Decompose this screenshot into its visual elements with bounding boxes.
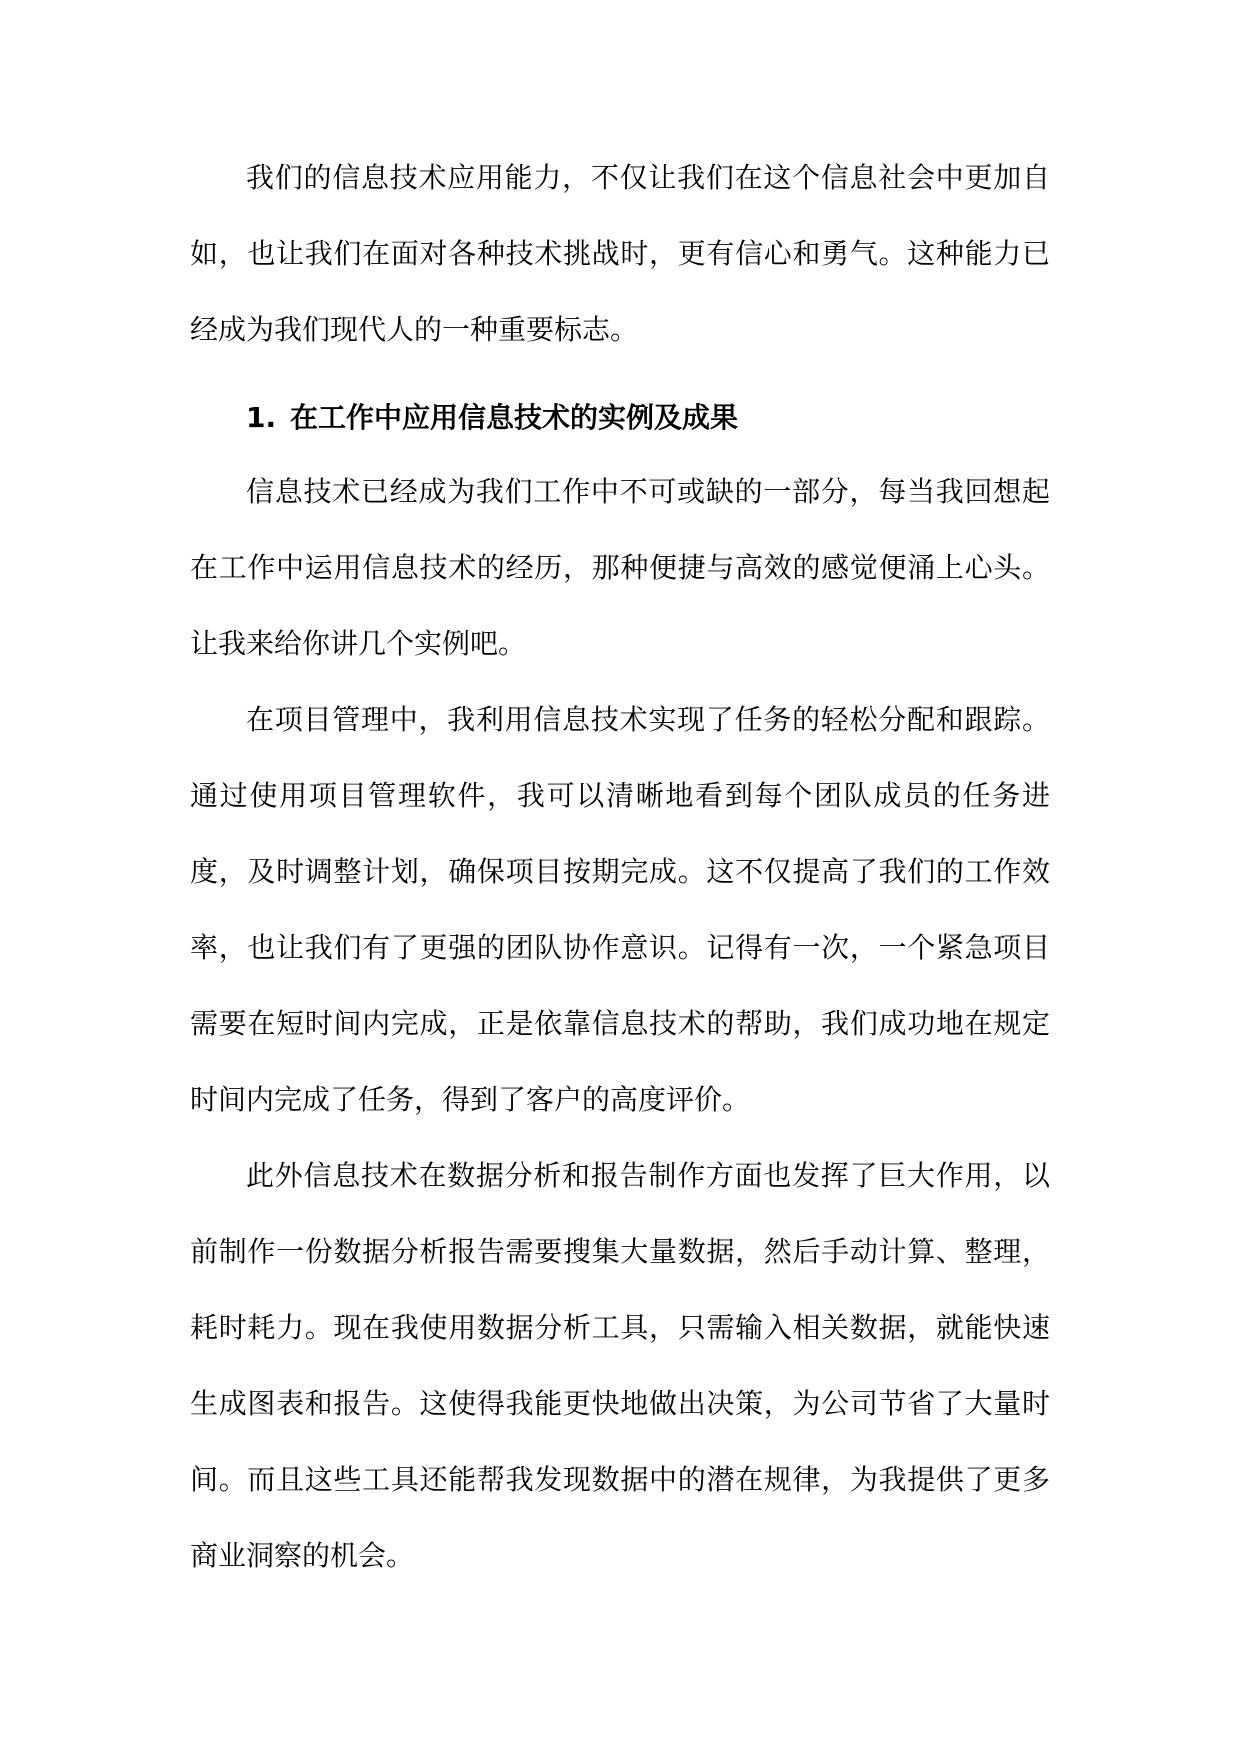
intro-paragraph: 我们的信息技术应用能力，不仅让我们在这个信息社会中更加自如，也让我们在面对各种技术挑战时，更有信心和勇气。这种能力已经成为我们现代人的一种重要标志。 (190, 161, 1050, 346)
section-number: 1. (246, 401, 277, 434)
section-title: 在工作中应用信息技术的实例及成果 (290, 401, 739, 434)
body-paragraph-2: 在项目管理中，我利用信息技术实现了任务的轻松分配和跟踪。通过使用项目管理软件，我可以清晰地看到每个团队成员的任务进度，及时调整计划，确保项目按期完成。这不仅提高了我们的工作效率，也让我们有了更强的团队协作意识。记得有一次，一个紧急项目需要在短时间内完成，正是依靠信息技术的帮助，我们成功地在规定时间内完成了任务，得到了客户的高度评价。 (190, 703, 1050, 1116)
body-paragraph-1: 信息技术已经成为我们工作中不可或缺的一部分，每当我回想起在工作中运用信息技术的经历，那种便捷与高效的感觉便涌上心头。让我来给你讲几个实例吧。 (190, 475, 1050, 660)
body-paragraph-3: 此外信息技术在数据分析和报告制作方面也发挥了巨大作用，以前制作一份数据分析报告需要搜集大量数据，然后手动计算、整理，耗时耗力。现在我使用数据分析工具，只需输入相关数据，就能快速生成图表和报告。这使得我能更快地做出决策，为公司节省了大量时间。而且这些工具还能帮我发现数据中的潜在规律，为我提供了更多商业洞察的机会。 (190, 1159, 1050, 1572)
document-body (190, 140, 1050, 1594)
section-heading (190, 380, 1050, 456)
